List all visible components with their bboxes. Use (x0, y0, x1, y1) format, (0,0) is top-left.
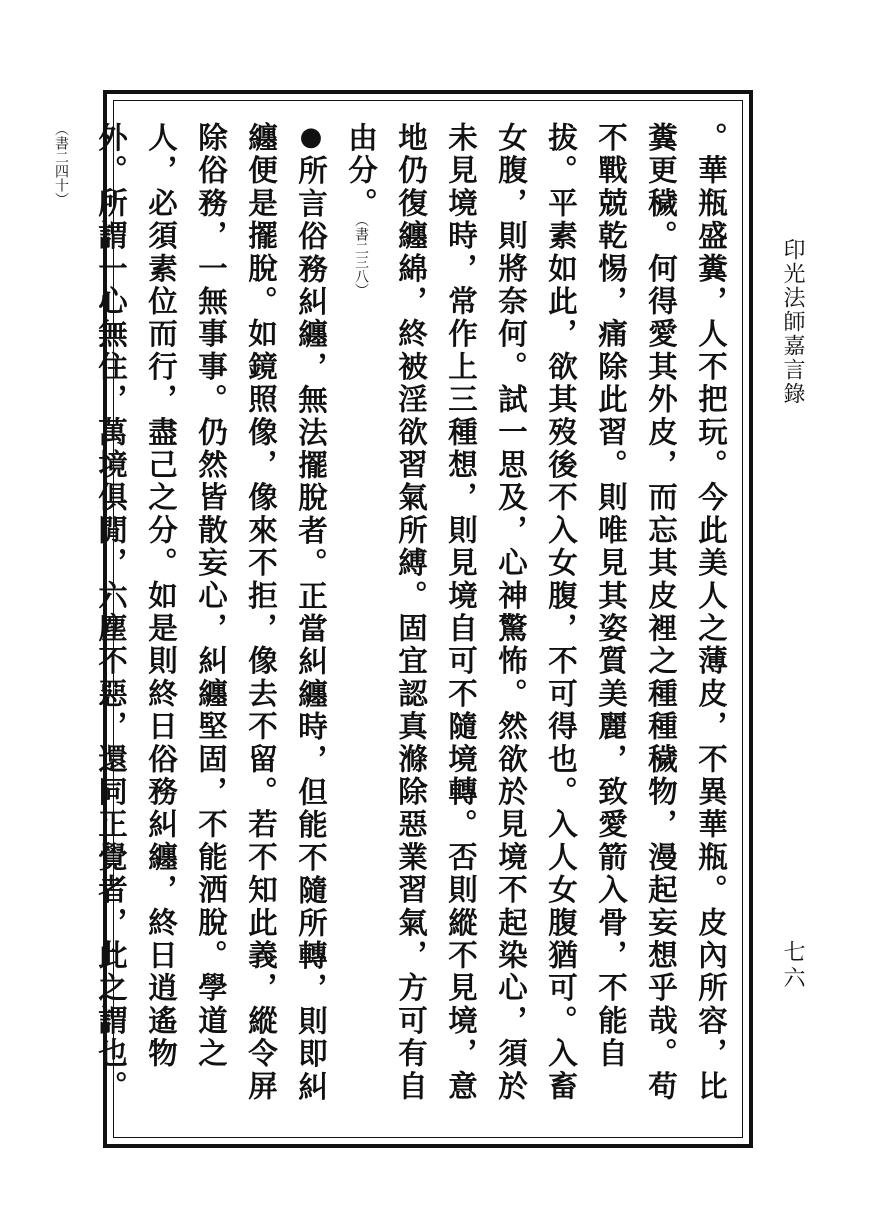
paragraph-2 (36, 122, 336, 1122)
main-text-block (53, 122, 736, 1122)
paragraph-1 (336, 122, 736, 1122)
paragraph-1-text: 。華瓶盛糞，人不把玩。今此美人之薄皮，不異華瓶。皮內所容，比糞更穢。何得愛其外皮，而忘其皮裡之種種穢物，漫起妄想乎哉。苟不戰兢乾惕，痛除此習。則唯見其姿質美麗，致愛箭入骨，不能自拔。平素如此，欲其歿後不入女腹，不可得也。入人女腹猶可。入畜女腹，則將奈何。試一思及，心神驚怖。然欲於見境不起染心，須於未見境時，常作上三種想，則見境自可不隨境轉。否則縱不見境，意地仍復纏綿，終被淫欲習氣所縛。固宜認真滌除惡業習氣，方可有自由分。 (344, 122, 729, 1103)
running-header-title: 印光法師嘉言錄 (780, 238, 805, 406)
source-note-2: （書二四十） (53, 122, 69, 206)
page-number: 七六 (780, 940, 805, 992)
paragraph-2-text: 所言俗務糾纏，無法擺脫者。正當糾纏時，但能不隨所轉，則即糾纏便是擺脫。如鏡照像，像來不拒，像去不留。若不知此義，縱令屏除俗務，一無事事。仍然皆散妄心，糾纏堅固，不能洒脫。學道之人，必須素位而行，盡己之分。如是則終日俗務糾纏，終日逍遙物外。所謂一心無住，萬境俱閒，六塵不惡，還同正覺者，此之謂也。 (94, 122, 329, 1104)
bullet-dot-icon: ● (296, 122, 326, 156)
source-note-1: （書二三八） (353, 220, 369, 298)
